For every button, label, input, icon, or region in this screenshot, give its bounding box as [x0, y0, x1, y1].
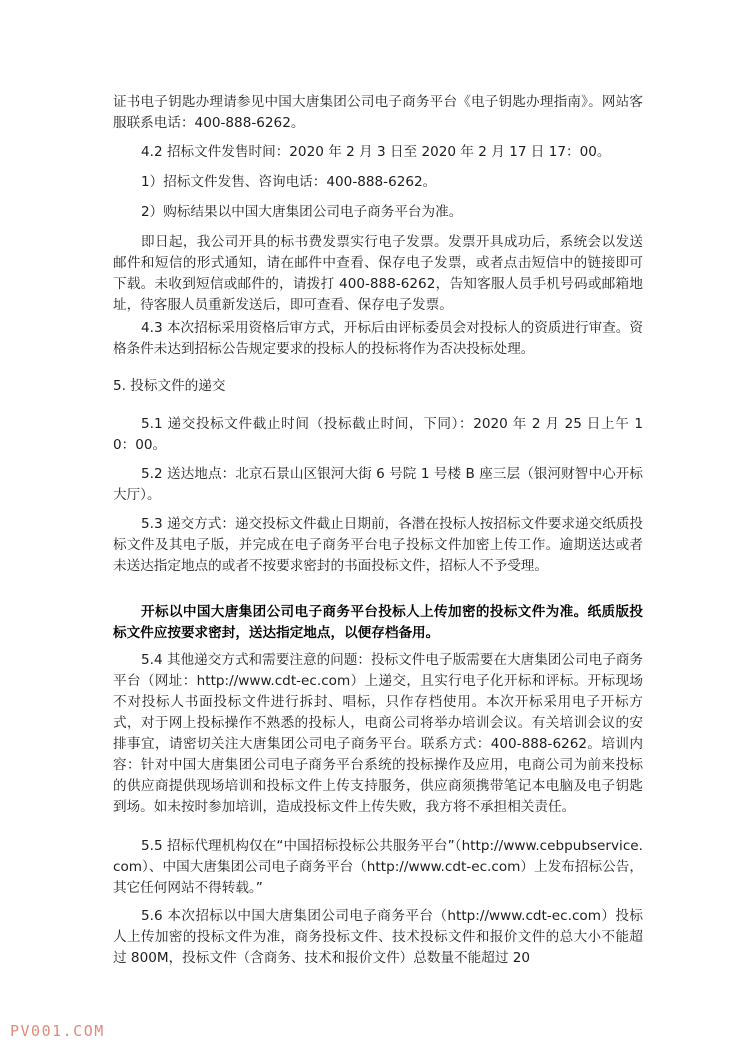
paragraph-e-invoice: 即日起，我公司开具的标书费发票实行电子发票。发票开具成功后，系统会以发送邮件和短信的形式通知，请在邮件中查看、保存电子发票，或者点击短信中的链接即可下载。未收到短信或邮件的，请拨打 400-888-6262，告知客服人员手机号码或邮箱地址，待客服人员重新发送后，即可查看、保存电子发票。: [113, 234, 643, 313]
paragraph-4-3-qualification: 4.3 本次招标采用资格后审方式，开标后由评标委员会对投标人的资质进行审查。资格条件未达到招标公告规定要求的投标人的投标将作为否决投标处理。: [113, 320, 643, 357]
paragraph-purchase-result: 2）购标结果以中国大唐集团公司电子商务平台为准。: [141, 204, 463, 220]
paragraph-5-1-deadline: 5.1 递交投标文件截止时间（投标截止时间，下同）：2020 年 2 月 25 日上午 10：00。: [113, 416, 643, 453]
paragraph-5-5-agency: 5.5 招标代理机构仅在“中国招标投标公共服务平台”（http://www.cebpubservice.com）、中国大唐集团公司电子商务平台（http://www.cdt-ec.com）上发布招标公告，其它任何网站不得转载。”: [113, 838, 643, 896]
paragraph-5-2-location: 5.2 送达地点：北京石景山区银河大街 6 号院 1 号楼 B 座三层（银河财智中心开标大厅）。: [113, 466, 643, 503]
paragraph-5-4-other: 5.4 其他递交方式和需要注意的问题：投标文件电子版需要在大唐集团公司电子商务平台（网址：http://www.cdt-ec.com）上递交，且实行电子化开标和评标。开标现场不对投标人书面投标文件进行拆封、唱标，只作存档使用。本次开标采用电子开标方式，对于网上投标操作不熟悉的投标人，电商公司将举办培训会议。有关培训会议的安排事宜，请密切关注大唐集团公司电子商务平台。联系方式：400-888-6262。培训内容：针对中国大唐集团公司电子商务平台系统的投标操作及应用，电商公司为前来投标的供应商提供现场培训和投标文件上传支持服务，供应商须携带笔记本电脑及电子钥匙到场。如未按时参加培训，造成投标文件上传失败，我方将不承担相关责任。: [113, 652, 643, 815]
paragraph-e-key-guide: 证书电子钥匙办理请参见中国大唐集团公司电子商务平台《电子钥匙办理指南》。网站客服联系电话：400-888-6262。: [113, 94, 643, 131]
paragraph-5-6-upload: 5.6 本次招标以中国大唐集团公司电子商务平台（http://www.cdt-ec.com）投标人上传加密的投标文件为准，商务投标文件、技术投标文件和报价文件的总大小不能超过 800M，投标文件（含商务、技术和报价文件）总数量不能超过 20: [113, 908, 643, 966]
section-heading-5: 5. 投标文件的递交: [113, 378, 226, 394]
paragraph-4-2-sale-time: 4.2 招标文件发售时间：2020 年 2 月 3 日至 2020 年 2 月 17 日 17：00。: [141, 144, 611, 160]
watermark-logo: PV001.COM: [10, 1022, 105, 1040]
paragraph-sale-phone: 1）招标文件发售、咨询电话：400-888-6262。: [141, 174, 437, 190]
paragraph-bold-notice: 开标以中国大唐集团公司电子商务平台投标人上传加密的投标文件为准。纸质版投标文件应按要求密封，送达指定地点，以便存档备用。: [113, 604, 643, 641]
paragraph-5-3-method: 5.3 递交方式：递交投标文件截止日期前，各潜在投标人按招标文件要求递交纸质投标文件及其电子版，并完成在电子商务平台电子投标文件加密上传工作。逾期送达或者未送达指定地点的或者不按要求密封的书面投标文件，招标人不予受理。: [113, 516, 643, 574]
